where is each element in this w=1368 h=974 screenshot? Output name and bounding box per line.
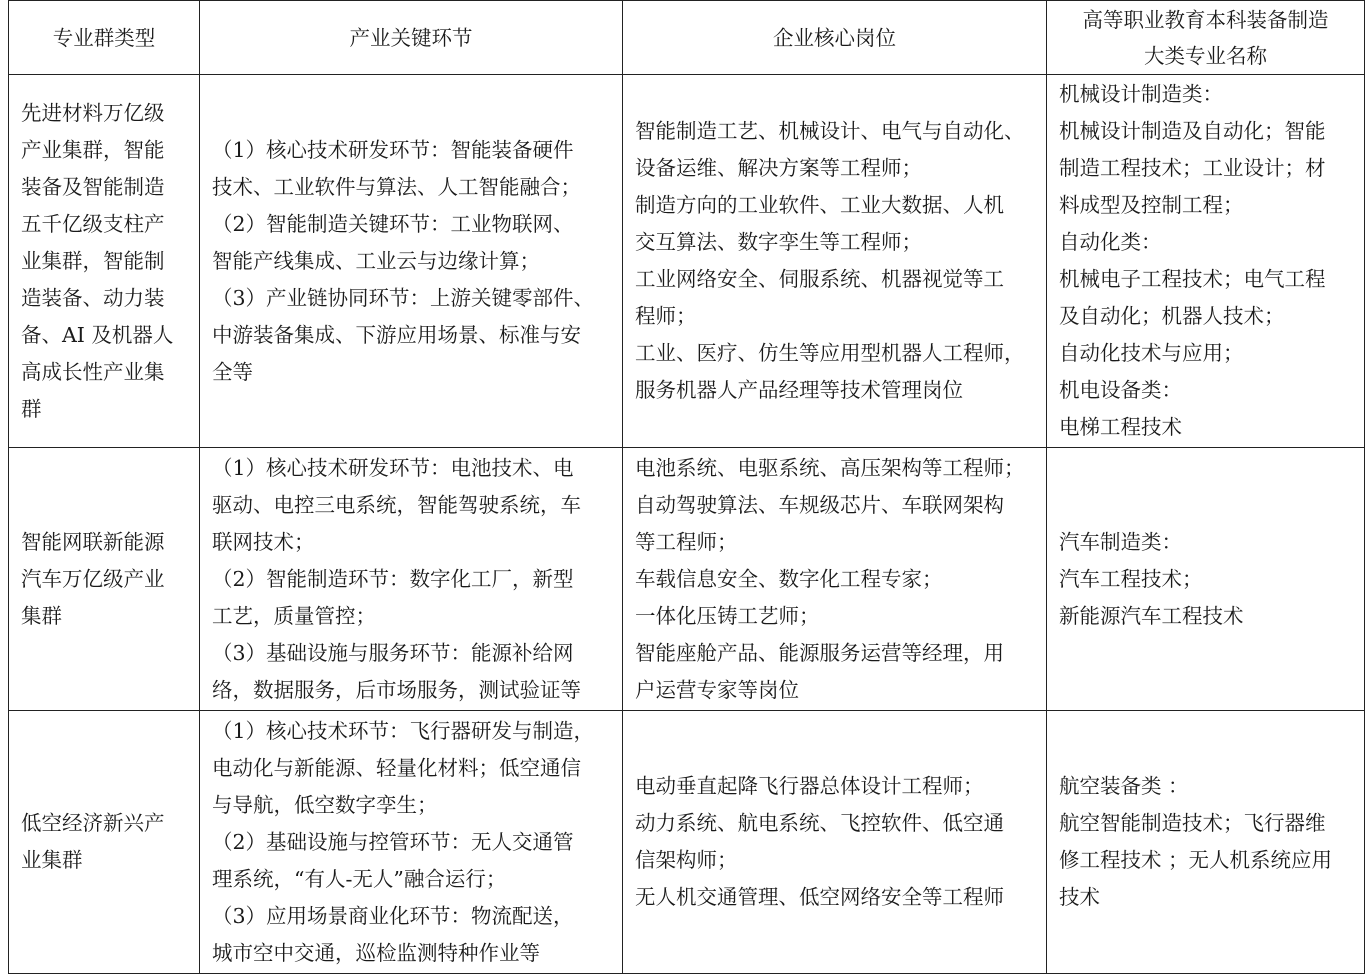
cell-text-line: 料成型及控制工程； <box>1059 193 1244 217</box>
cell-text-line: 低空经济新兴产 <box>21 811 165 835</box>
cell-text-line: 智能网联新能源 <box>21 529 165 554</box>
header-key-links <box>200 1 623 75</box>
cell-key-links <box>200 75 623 448</box>
cell-text-line: 智能制造工艺、机械设计、电气与自动化、 <box>635 119 1025 143</box>
cell-text-line: 高等职业教育本科装备制造 <box>1082 7 1329 32</box>
cell-text-line: 大类专业名称 <box>1144 43 1267 68</box>
cell-text-line: 服务机器人产品经理等技术管理岗位 <box>635 378 963 402</box>
cell-text-line: （3）基础设施与服务环节：能源补给网 <box>212 640 574 665</box>
header-majors <box>1047 1 1365 75</box>
cell-text-line: 机电设备类： <box>1059 378 1182 402</box>
cell-text-line: 户运营专家等岗位 <box>635 677 799 702</box>
cell-text-line: 机械设计制造类： <box>1059 82 1223 106</box>
cell-text-line: 中游装备集成、下游应用场景、标准与安 <box>212 322 581 347</box>
cell-text-line: 动力系统、航电系统、飞控软件、低空通 <box>635 811 1004 835</box>
cell-text-line: 自动化类： <box>1059 230 1162 254</box>
cell-text-line: 交互算法、数字孪生等工程师； <box>635 230 922 254</box>
cell-text-line: 络，数据服务，后市场服务，测试验证等 <box>212 677 581 702</box>
cell-text-line: 电池系统、电驱系统、高压架构等工程师； <box>635 455 1025 480</box>
table-row <box>9 711 1365 974</box>
cell-text-line: （2）智能制造关键环节：工业物联网、 <box>212 211 574 236</box>
cell-text-line: 新能源汽车工程技术 <box>1059 603 1244 628</box>
cell-text-line: 设备运维、解决方案等工程师； <box>635 156 922 180</box>
cell-text-line: （1）核心技术研发环节：电池技术、电 <box>212 455 574 480</box>
cell-text-line: 程师； <box>635 304 697 328</box>
cell-text-line: 联网技术； <box>212 529 315 554</box>
cell-key-links <box>200 711 623 974</box>
header-row <box>9 1 1365 75</box>
cell-text-line: 群 <box>21 396 42 421</box>
cell-text-line: 汽车工程技术； <box>1059 566 1203 591</box>
cell-text-line: 等工程师； <box>635 529 738 554</box>
cell-text-line: 造装备、动力装 <box>21 285 165 310</box>
cell-text-line: 机械电子工程技术；电气工程 <box>1059 267 1326 291</box>
cell-text-line: 智能产线集成、工业云与边缘计算； <box>212 248 540 273</box>
cell-text-line: 驱动、电控三电系统，智能驾驶系统，车 <box>212 492 581 517</box>
cell-text-line: 自动化技术与应用； <box>1059 341 1244 365</box>
cell-text-line: 城市空中交通，巡检监测特种作业等 <box>212 940 540 965</box>
cell-text-line: 工业、医疗、仿生等应用型机器人工程师， <box>635 341 1025 365</box>
cell-text-line: 车载信息安全、数字化工程专家； <box>635 566 943 591</box>
header-core-positions <box>623 1 1047 75</box>
cell-text-line: （1）核心技术环节：飞行器研发与制造， <box>212 718 595 743</box>
cell-core-positions <box>623 448 1047 711</box>
cell-text-line: 企业核心岗位 <box>773 25 896 50</box>
cell-majors <box>1047 448 1365 711</box>
cell-text-line: 产业集群，智能 <box>21 137 165 162</box>
table-row <box>9 75 1365 448</box>
cell-text-line: 理系统，“有人-无人”融合运行； <box>212 866 507 891</box>
cell-text-line: 五千亿级支柱产 <box>21 211 165 236</box>
cell-text-line: 装备及智能制造 <box>21 174 165 199</box>
cell-text-line: 智能座舱产品、能源服务运营等经理，用 <box>635 640 1004 665</box>
cell-text-line: 全等 <box>212 359 253 384</box>
cell-text-line: 机械设计制造及自动化；智能 <box>1059 119 1326 143</box>
cell-text-line: （2）智能制造环节：数字化工厂，新型 <box>212 566 574 591</box>
cell-text-line: 制造方向的工业软件、工业大数据、人机 <box>635 193 1004 217</box>
cell-text-line: 工艺，质量管控； <box>212 603 376 628</box>
cell-text-line: 电梯工程技术 <box>1059 415 1182 439</box>
cell-text-line: 及自动化；机器人技术； <box>1059 304 1285 328</box>
cell-text-line: 技术、工业软件与算法、人工智能融合； <box>212 174 581 199</box>
cell-text-line: （3）产业链协同环节：上游关键零部件、 <box>212 285 595 310</box>
cell-text-line: 信架构师； <box>635 848 738 872</box>
cell-text-line: 汽车万亿级产业 <box>21 566 165 591</box>
table-row <box>9 448 1365 711</box>
cell-text-line: （2）基础设施与控管环节：无人交通管 <box>212 829 574 854</box>
cell-core-positions <box>623 75 1047 448</box>
cell-text-line: 专业群类型 <box>52 25 156 50</box>
cell-text-line: 电动化与新能源、轻量化材料；低空通信 <box>212 755 581 780</box>
cell-text-line: 业集群 <box>21 848 83 872</box>
cell-text-line: 无人机交通管理、低空网络安全等工程师 <box>635 885 1004 909</box>
cell-text-line: 自动驾驶算法、车规级芯片、车联网架构 <box>635 492 1004 517</box>
cell-majors <box>1047 75 1365 448</box>
cell-text-line: 航空智能制造技术；飞行器维 <box>1059 811 1326 835</box>
cell-text-line: 备、AI 及机器人 <box>21 322 174 347</box>
cell-text-line: 高成长性产业集 <box>21 359 165 384</box>
cell-text-line: 汽车制造类： <box>1059 529 1182 554</box>
majors-table <box>8 0 1365 974</box>
cell-text-line: （1）核心技术研发环节：智能装备硬件 <box>212 137 574 162</box>
cell-text-line: 电动垂直起降飞行器总体设计工程师； <box>635 774 984 798</box>
cell-cluster-type <box>9 711 200 974</box>
cell-text-line: 修工程技术 ；无人机系统应用 <box>1059 848 1333 872</box>
cell-text-line: 制造工程技术；工业设计；材 <box>1059 156 1326 180</box>
cell-text-line: 集群 <box>21 603 62 628</box>
cell-majors <box>1047 711 1365 974</box>
cell-text-line: 工业网络安全、伺服系统、机器视觉等工 <box>635 267 1004 291</box>
cell-cluster-type <box>9 448 200 711</box>
cell-text-line: 与导航，低空数字孪生； <box>212 792 438 817</box>
cell-text-line: （3）应用场景商业化环节：物流配送， <box>212 903 574 928</box>
header-cluster-type <box>9 1 200 75</box>
cell-key-links <box>200 448 623 711</box>
cell-core-positions <box>623 711 1047 974</box>
cell-text-line: 航空装备类 ： <box>1059 774 1189 798</box>
cell-text-line: 产业关键环节 <box>349 25 473 50</box>
cell-text-line: 先进材料万亿级 <box>21 100 165 125</box>
cell-cluster-type <box>9 75 200 448</box>
cell-text-line: 一体化压铸工艺师； <box>635 603 820 628</box>
cell-text-line: 技术 <box>1059 885 1100 909</box>
cell-text-line: 业集群，智能制 <box>21 248 165 273</box>
